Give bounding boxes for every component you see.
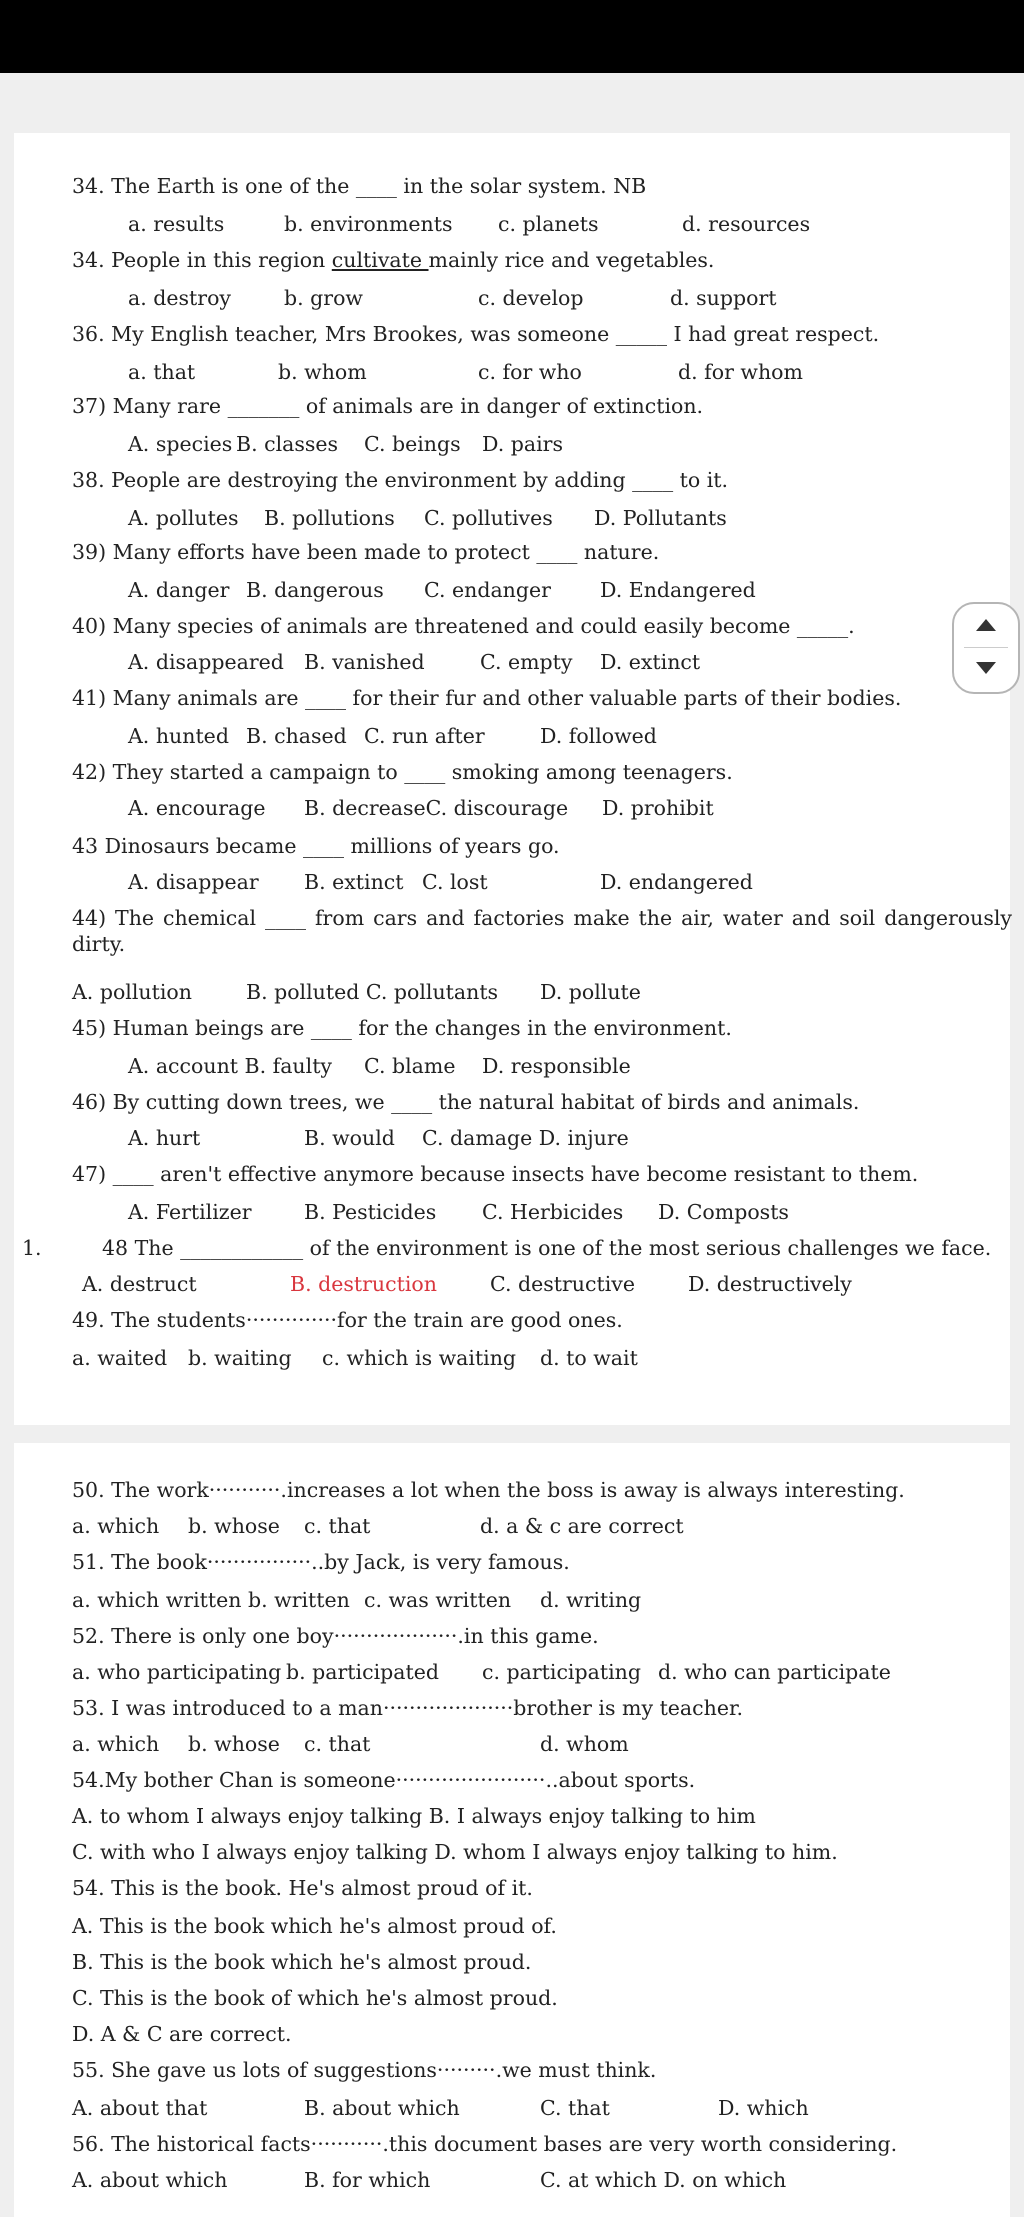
- option: A. about which: [72, 2168, 228, 2192]
- option: d. a & c are correct: [480, 1514, 684, 1538]
- option: A. disappeared: [128, 650, 284, 674]
- chevron-down-icon: [976, 662, 996, 674]
- option: d. whom: [540, 1732, 629, 1756]
- option: B. extinct: [304, 870, 404, 894]
- question-stem: 37) Many rare _______ of animals are in danger of extinction.: [72, 394, 704, 418]
- stem-text: mainly rice and vegetables.: [428, 248, 715, 272]
- option: c. for who: [478, 360, 582, 384]
- scroll-up-button[interactable]: [954, 604, 1018, 648]
- question-stem: 54.My bother Chan is someone·······················..about sports.: [72, 1768, 696, 1792]
- option: c. develop: [478, 286, 584, 310]
- option: d. to wait: [540, 1346, 638, 1370]
- question-stem: [72, 247, 714, 273]
- option: B. for which: [304, 2168, 431, 2192]
- option: D. A & C are correct.: [72, 2022, 292, 2046]
- option: b. whom: [278, 360, 367, 384]
- option: d. resources: [682, 212, 811, 236]
- question-stem: 51. The book················..by Jack, is very famous.: [72, 1550, 570, 1574]
- question-stem: 56. The historical facts···········.this document bases are very worth considering.: [72, 2132, 898, 2156]
- option: a. destroy: [128, 286, 231, 310]
- option: B. vanished: [304, 650, 425, 674]
- option: D. Pollutants: [594, 506, 727, 530]
- document-page-1: [14, 133, 1010, 1425]
- option: A. to whom I always enjoy talking B. I always enjoy talking to him: [72, 1804, 756, 1828]
- option: C. empty: [480, 650, 573, 674]
- option: a. that: [128, 360, 196, 384]
- option: D. followed: [540, 724, 657, 748]
- option: D. endangered: [600, 870, 753, 894]
- option: B. would: [304, 1126, 395, 1150]
- option: b. grow: [284, 286, 363, 310]
- question-stem: 43 Dinosaurs became ____ millions of years go.: [72, 834, 560, 858]
- option: A. disappear: [128, 870, 259, 894]
- question-stem: 42) They started a campaign to ____ smoking among teenagers.: [72, 760, 733, 784]
- option: c. was written: [364, 1588, 512, 1612]
- option: a. who participating: [72, 1660, 282, 1684]
- question-stem: 44) The chemical ____ from cars and factories make the air, water and soil dangerously dirty.: [72, 906, 1012, 956]
- option: D. pollute: [540, 980, 641, 1004]
- option: B. classes: [236, 432, 339, 456]
- top-bar: [0, 0, 1024, 73]
- option: C. that: [540, 2096, 610, 2120]
- chevron-up-icon: [976, 619, 996, 631]
- option: D. destructively: [688, 1272, 852, 1296]
- option: C. with who I always enjoy talking D. whom I always enjoy talking to him.: [72, 1840, 838, 1864]
- option: A. hunted: [128, 724, 229, 748]
- option: c. which is waiting: [322, 1346, 517, 1370]
- option: C. destructive: [490, 1272, 635, 1296]
- option: c. participating: [482, 1660, 641, 1684]
- option: d. support: [670, 286, 777, 310]
- question-stem: 48 The ____________ of the environment is one of the most serious challenges we face.: [102, 1236, 992, 1260]
- option: b. waiting: [188, 1346, 292, 1370]
- question-stem: 41) Many animals are ____ for their fur and other valuable parts of their bodies.: [72, 686, 902, 710]
- option: B. decreaseC. discourage: [304, 796, 569, 820]
- option: C. run after: [364, 724, 485, 748]
- option-highlighted: B. destruction: [290, 1272, 437, 1296]
- option: B. dangerous: [246, 578, 384, 602]
- option: D. which: [718, 2096, 809, 2120]
- option: B. This is the book which he's almost proud.: [72, 1950, 532, 1974]
- question-stem: 47) ____ aren't effective anymore because insects have become resistant to them.: [72, 1162, 919, 1186]
- option: D. pairs: [482, 432, 563, 456]
- option: A. account B. faulty: [128, 1054, 333, 1078]
- option: C. blame: [364, 1054, 456, 1078]
- option: A. pollutes: [128, 506, 239, 530]
- page-scroll-control: [952, 602, 1020, 694]
- option: a. waited: [72, 1346, 168, 1370]
- document-page-2: [14, 1443, 1010, 2217]
- list-number: 1.: [22, 1236, 42, 1260]
- option: d. who can participate: [658, 1660, 891, 1684]
- option: D. Composts: [658, 1200, 789, 1224]
- option: c. planets: [498, 212, 599, 236]
- option: a. which: [72, 1514, 160, 1538]
- option: b. whose: [188, 1514, 280, 1538]
- option: D. extinct: [600, 650, 701, 674]
- option: c. that: [304, 1732, 371, 1756]
- option: B. polluted C. pollutants: [246, 980, 499, 1004]
- question-stem: 38. People are destroying the environment by adding ____ to it.: [72, 468, 729, 492]
- option: A. destruct: [82, 1272, 197, 1296]
- scroll-down-button[interactable]: [954, 648, 1018, 692]
- question-stem: 49. The students··············for the train are good ones.: [72, 1308, 623, 1332]
- question-stem: 45) Human beings are ____ for the changes in the environment.: [72, 1016, 732, 1040]
- stem-text: 34. People in this region: [72, 248, 332, 272]
- option: B. chased: [246, 724, 347, 748]
- option: C. at which D. on which: [540, 2168, 787, 2192]
- question-stem: 55. She gave us lots of suggestions·········.we must think.: [72, 2058, 657, 2082]
- option: A. danger: [128, 578, 230, 602]
- option: B. Pesticides: [304, 1200, 437, 1224]
- option: A. species: [128, 432, 233, 456]
- question-stem: 54. This is the book. He's almost proud of it.: [72, 1876, 533, 1900]
- question-stem: 50. The work···········.increases a lot when the boss is away is always interesting.: [72, 1478, 905, 1502]
- option: d. for whom: [678, 360, 803, 384]
- option: A. encourage: [128, 796, 266, 820]
- option: b. whose: [188, 1732, 280, 1756]
- option: a. results: [128, 212, 225, 236]
- option: c. that: [304, 1514, 371, 1538]
- option: C. This is the book of which he's almost proud.: [72, 1986, 558, 2010]
- option: a. which written b. written: [72, 1588, 350, 1612]
- question-stem: 40) Many species of animals are threatened and could easily become _____.: [72, 614, 855, 638]
- option: C. damage D. injure: [422, 1126, 629, 1150]
- option: A. hurt: [128, 1126, 201, 1150]
- option: a. which: [72, 1732, 160, 1756]
- option: d. writing: [540, 1588, 642, 1612]
- question-stem: 46) By cutting down trees, we ____ the natural habitat of birds and animals.: [72, 1090, 860, 1114]
- option: C. endanger: [424, 578, 551, 602]
- option: A. Fertilizer: [128, 1200, 252, 1224]
- stem-underlined: cultivate: [331, 248, 429, 272]
- option: A. pollution: [72, 980, 192, 1004]
- question-stem: 52. There is only one boy···················.in this game.: [72, 1624, 599, 1648]
- option: C. beings: [364, 432, 461, 456]
- option: C. lost: [422, 870, 488, 894]
- option: C. pollutives: [424, 506, 553, 530]
- question-stem: 36. My English teacher, Mrs Brookes, was someone _____ I had great respect.: [72, 322, 880, 346]
- option: B. about which: [304, 2096, 460, 2120]
- option: A. about that: [72, 2096, 208, 2120]
- question-stem: 53. I was introduced to a man····················brother is my teacher.: [72, 1696, 744, 1720]
- option: D. responsible: [482, 1054, 631, 1078]
- option: C. Herbicides: [482, 1200, 624, 1224]
- question-stem: 39) Many efforts have been made to protect ____ nature.: [72, 540, 660, 564]
- question-stem: 34. The Earth is one of the ____ in the solar system. NB: [72, 174, 647, 198]
- option: B. pollutions: [264, 506, 395, 530]
- option: A. This is the book which he's almost proud of.: [72, 1914, 557, 1938]
- option: D. Endangered: [600, 578, 756, 602]
- option: b. environments: [284, 212, 453, 236]
- option: b. participated: [286, 1660, 439, 1684]
- option: D. prohibit: [602, 796, 714, 820]
